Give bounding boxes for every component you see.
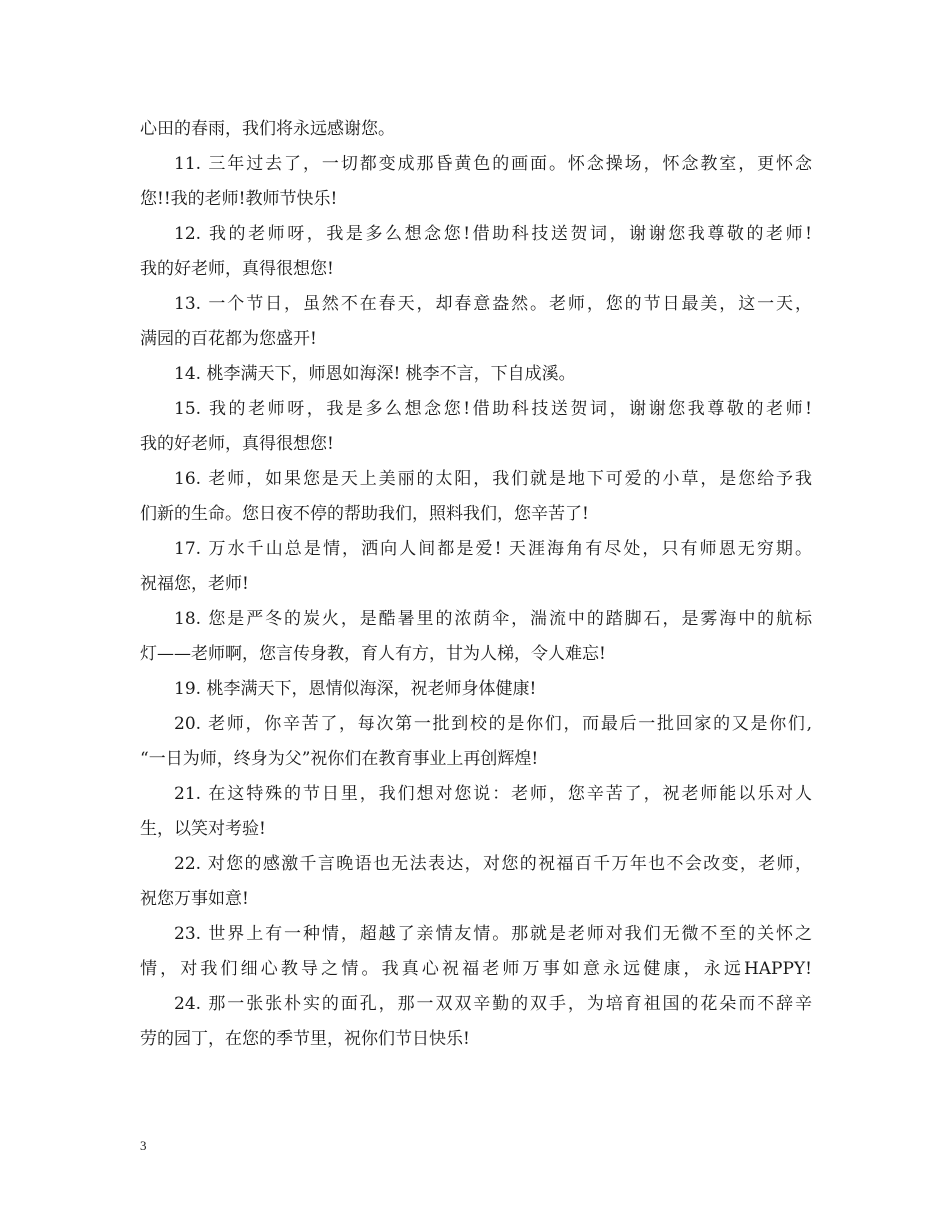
text-line: 劳的园丁，在您的季节里，祝你们节日快乐! <box>140 1029 470 1049</box>
text-line: 情，对我们细心教导之情。我真心祝福老师万事如意永远健康，永远HAPPY! <box>140 959 812 979</box>
text-line: 我的好老师，真得很想您! <box>140 259 334 279</box>
page-number: 3 <box>140 1138 147 1153</box>
text-line: 我的好老师，真得很想您! <box>140 434 334 454</box>
text-line: 祝福您，老师! <box>140 574 249 594</box>
text-line: 24. 那一张张朴实的面孔，那一双双辛勤的双手，为培育祖国的花朵而不辞辛 <box>174 994 812 1014</box>
text-line: 祝您万事如意! <box>140 889 249 909</box>
text-line: 23. 世界上有一种情，超越了亲情友情。那就是老师对我们无微不至的关怀之 <box>174 924 812 944</box>
text-line: 18. 您是严冬的炭火，是酷暑里的浓荫伞，湍流中的踏脚石，是雾海中的航标 <box>174 609 812 629</box>
text-line: 灯——老师啊，您言传身教，育人有方，甘为人梯，令人难忘! <box>140 644 606 664</box>
text-line: “一日为师，终身为父”祝你们在教育事业上再创辉煌! <box>140 749 539 769</box>
text-line: 12. 我的老师呀，我是多么想念您!借助科技送贺词，谢谢您我尊敬的老师! <box>174 224 812 244</box>
text-line: 16. 老师，如果您是天上美丽的太阳，我们就是地下可爱的小草，是您给予我 <box>174 469 812 489</box>
text-line: 15. 我的老师呀，我是多么想念您!借助科技送贺词，谢谢您我尊敬的老师! <box>174 399 812 419</box>
text-line: 22. 对您的感激千言晚语也无法表达，对您的祝福百千万年也不会改变，老师， <box>174 854 812 874</box>
text-line: 21. 在这特殊的节日里，我们想对您说：老师，您辛苦了，祝老师能以乐对人 <box>174 784 812 804</box>
text-line: 14. 桃李满天下，师恩如海深! 桃李不言，下自成溪。 <box>174 364 576 384</box>
text-line: 满园的百花都为您盛开! <box>140 329 317 349</box>
text-line: 20. 老师，你辛苦了，每次第一批到校的是你们，而最后一批回家的又是你们, <box>174 714 812 734</box>
text-line: 心田的春雨，我们将永远感谢您。 <box>140 119 395 139</box>
text-line: 们新的生命。您日夜不停的帮助我们，照料我们，您辛苦了! <box>140 504 589 524</box>
text-line: 您!!我的老师!教师节快乐! <box>140 189 338 209</box>
text-line: 19. 桃李满天下，恩情似海深，祝老师身体健康! <box>174 679 537 699</box>
document-body <box>140 112 812 1057</box>
text-line: 13. 一个节日，虽然不在春天，却春意盎然。老师，您的节日最美，这一天， <box>174 294 812 314</box>
text-line: 生，以笑对考验! <box>140 819 266 839</box>
text-line: 11. 三年过去了，一切都变成那昏黄色的画面。怀念操场，怀念教室，更怀念 <box>174 154 812 174</box>
text-line: 17. 万水千山总是情，洒向人间都是爱! 天涯海角有尽处，只有师恩无穷期。 <box>174 539 812 559</box>
